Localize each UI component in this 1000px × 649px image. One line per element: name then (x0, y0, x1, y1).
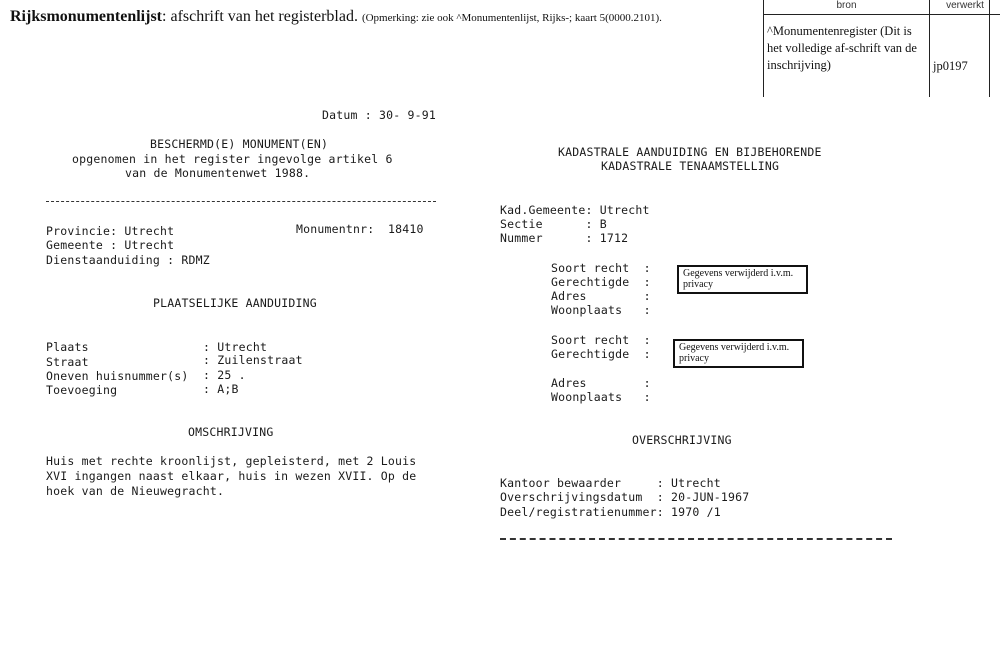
kadastrale-title-1: KADASTRALE AANDUIDING EN BIJBEHORENDE (558, 145, 822, 159)
block1-adres: Adres : (551, 289, 651, 303)
table-header-line (763, 14, 1000, 15)
heading-beschermd: BESCHERMD(E) MONUMENT(EN) (150, 137, 329, 151)
overschrijving-title: OVERSCHRIJVING (632, 433, 732, 447)
provincie: Provincie: Utrecht (46, 224, 175, 238)
field-straat-label: Straat (46, 355, 89, 369)
plaatselijke-title: PLAATSELIJKE AANDUIDING (153, 296, 317, 310)
block1-gerechtigde: Gerechtigde : (551, 275, 651, 289)
redacted-box-1: Gegevens verwijderd i.v.m. privacy (677, 265, 808, 294)
block2-soort-recht: Soort recht : (551, 333, 651, 347)
redacted-box-2: Gegevens verwijderd i.v.m. privacy (673, 339, 804, 368)
title-rest: : afschrift van het registerblad. (162, 8, 358, 25)
omschrijving-text: Huis met rechte kroonlijst, gepleisterd, met 2 Louis XVI ingangen naast elkaar, huis in wezen XVII. Op de hoek van de Nieuwegracht. (46, 454, 417, 498)
omschrijving-title: OMSCHRIJVING (188, 425, 274, 439)
dienstaanduiding: Dienstaanduiding : RDMZ (46, 253, 210, 267)
separator-right (500, 538, 892, 540)
nummer: Nummer : 1712 (500, 231, 629, 245)
field-plaats-label: Plaats (46, 340, 89, 354)
heading-opgenomen: opgenomen in het register ingevolge artikel 6 (72, 152, 393, 166)
monumentnr-label: Monumentnr: (296, 222, 375, 236)
block3-adres: Adres : (551, 376, 651, 390)
datum: Datum : 30- 9-91 (322, 108, 436, 122)
separator-left (46, 201, 436, 202)
bron-text: ^Monumentenregister (Dit is het volledige af-schrift van de inschrijving) (767, 24, 917, 72)
kad-gemeente: Kad.Gemeente: Utrecht (500, 203, 650, 217)
block1-woonplaats: Woonplaats : (551, 303, 651, 317)
field-toevoeging-label: Toevoeging (46, 383, 118, 397)
field-huisnummer-label: Oneven huisnummer(s) (46, 369, 189, 383)
title-bold: Rijksmonumentenlijst (10, 8, 163, 25)
table-mid-border (929, 0, 930, 97)
gemeente: Gemeente : Utrecht (46, 238, 175, 252)
block3-woonplaats: Woonplaats : (551, 390, 651, 404)
field-toevoeging-value: : A;B (203, 382, 239, 396)
overschrijvingsdatum: Overschrijvingsdatum : 20-JUN-1967 (500, 490, 750, 504)
sectie: Sectie : B (500, 217, 607, 231)
table-left-border (763, 0, 764, 97)
table-right-border (989, 0, 990, 97)
field-huisnummer-value: : 25 . (203, 368, 246, 382)
block1-soort-recht: Soort recht : (551, 261, 651, 275)
page-title (10, 8, 662, 26)
deel-registratienummer: Deel/registratienummer: 1970 /1 (500, 505, 721, 519)
field-plaats-value: : Utrecht (203, 340, 268, 354)
field-straat-value: : Zuilenstraat (203, 353, 303, 367)
monumentnr-value: 18410 (388, 222, 424, 236)
kantoor-bewaarder: Kantoor bewaarder : Utrecht (500, 476, 721, 490)
kadastrale-title-2: KADASTRALE TENAAMSTELLING (601, 159, 780, 173)
verwerkt-header: verwerkt (946, 0, 984, 11)
verwerkt-text: jp0197 (933, 59, 968, 73)
block2-gerechtigde: Gerechtigde : (551, 347, 651, 361)
heading-monumentenwet: van de Monumentenwet 1988. (125, 166, 311, 180)
bron-header: bron (836, 0, 857, 11)
title-note: (Opmerking: zie ook ^Monumentenlijst, Rijks-; kaart 5(0000.2101). (361, 12, 662, 24)
